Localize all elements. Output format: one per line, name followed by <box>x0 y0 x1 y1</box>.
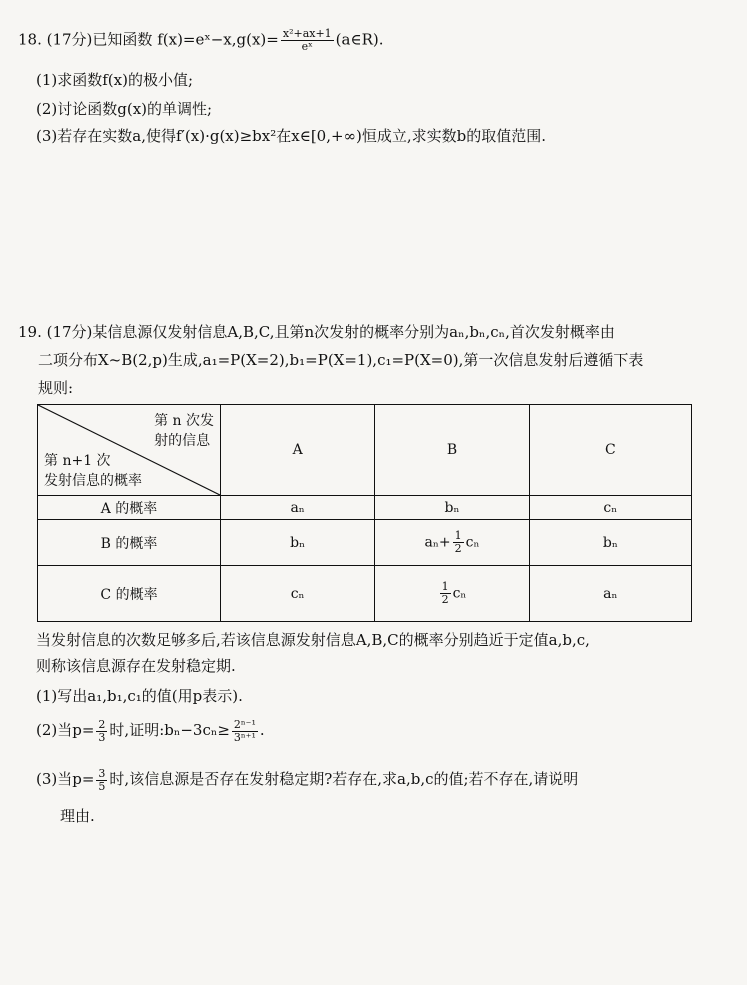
corner-top-line2: 射的信息 <box>154 433 211 449</box>
table-row-c <box>38 566 692 622</box>
q18-g-denominator: eˣ <box>301 40 313 53</box>
row-c-cell-1: cₙ <box>221 566 375 622</box>
row-c-label: C 的概率 <box>38 566 221 622</box>
row-c-half-num: 1 <box>441 580 449 593</box>
row-c-cell-2 <box>375 566 529 622</box>
row-c-cell-2-cn: cₙ <box>452 585 467 602</box>
q18-f-def: f(x)=eˣ−x <box>157 30 232 49</box>
q18-g-condition: (a∈R). <box>335 30 384 49</box>
row-c-half-fraction <box>440 581 451 606</box>
row-b-cell-2 <box>375 520 529 566</box>
corner-bottom-line1: 第 n+1 次 <box>44 453 111 469</box>
row-a-cell-3: cₙ <box>529 496 691 520</box>
row-a-label: A 的概率 <box>38 496 221 520</box>
row-a-cell-2: bₙ <box>375 496 529 520</box>
q19-part2-ineq-den: 3ⁿ⁺¹ <box>233 730 256 744</box>
q19-rule-table <box>37 404 692 622</box>
row-b-label: B 的概率 <box>38 520 221 566</box>
q19-part2-p-num: 2 <box>98 717 106 731</box>
row-c-half-den: 2 <box>441 593 449 606</box>
q19-intro-line3: 规则: <box>38 379 74 397</box>
col-header-b: B <box>375 405 529 496</box>
table-corner-cell <box>38 405 221 496</box>
q18-part2: (2)讨论函数g(x)的单调性; <box>36 100 213 118</box>
q18-header <box>18 28 383 53</box>
q19-part3-line2: 理由. <box>60 807 95 825</box>
q19-part3-prefix: (3)当p= <box>36 770 95 788</box>
row-a-cell-1: aₙ <box>221 496 375 520</box>
corner-bottom-line2: 发射信息的概率 <box>44 473 142 489</box>
q18-title: 18. (17分)已知函数 <box>18 30 153 49</box>
q18-part1: (1)求函数f(x)的极小值; <box>36 71 194 89</box>
table-header-row <box>38 405 692 496</box>
q19-part2-ineq-num: 2ⁿ⁻¹ <box>233 717 256 731</box>
row-b-cell-1: bₙ <box>221 520 375 566</box>
table-row-a <box>38 496 692 520</box>
q19-part2 <box>36 715 265 745</box>
row-b-half-fraction <box>453 530 464 555</box>
q19-part2-p-fraction <box>96 719 107 744</box>
q18-g-label: ,g(x)= <box>231 30 279 49</box>
q19-part2-mid: 时,证明:bₙ−3cₙ≥ <box>109 721 230 739</box>
q19-part3-p-den: 5 <box>98 779 106 793</box>
corner-bottom-label <box>44 451 142 491</box>
q19-after-line1: 当发射信息的次数足够多后,若该信息源发射信息A,B,C的概率分别趋近于定值a,b,c, <box>36 631 590 649</box>
row-b-half-num: 1 <box>454 529 462 542</box>
col-header-c: C <box>529 405 691 496</box>
q18-g-numerator: x²+ax+1 <box>282 27 332 40</box>
q19-part2-p-den: 3 <box>98 730 106 744</box>
row-b-cell-3: bₙ <box>529 520 691 566</box>
row-b-half-den: 2 <box>454 542 462 555</box>
q19-part2-prefix: (2)当p= <box>36 721 95 739</box>
q19-intro-line2: 二项分布X~B(2,p)生成,a₁=P(X=2),b₁=P(X=1),c₁=P(X=0),第一次信息发射后遵循下表 <box>38 351 644 369</box>
q18-g-fraction <box>281 28 334 53</box>
q19-part3 <box>36 764 578 794</box>
q19-part1: (1)写出a₁,b₁,c₁的值(用p表示). <box>36 687 243 705</box>
q19-part3-p-num: 3 <box>98 766 106 780</box>
q18-part3: (3)若存在实数a,使得f′(x)·g(x)≥bx²在x∈[0,+∞)恒成立,求实数b的取值范围. <box>36 127 547 145</box>
q19-after-line2: 则称该信息源存在发射稳定期. <box>36 657 236 675</box>
col-header-a: A <box>221 405 375 496</box>
q19-part3-p-fraction <box>96 768 107 793</box>
q19-intro-line1: 19. (17分)某信息源仅发射信息A,B,C,且第n次发射的概率分别为aₙ,bₙ,cₙ,首次发射概率由 <box>18 323 615 341</box>
corner-top-line1: 第 n 次发 <box>154 413 214 429</box>
corner-top-label <box>154 411 214 451</box>
q19-part3-text: 时,该信息源是否存在发射稳定期?若存在,求a,b,c的值;若不存在,请说明 <box>109 770 579 788</box>
q19-part2-ineq-fraction <box>232 719 258 744</box>
row-c-cell-3: aₙ <box>529 566 691 622</box>
q19-part2-end: . <box>259 721 265 739</box>
row-b-cell-2-prefix: aₙ+ <box>424 534 451 551</box>
row-b-cell-2-cn: cₙ <box>465 534 480 551</box>
table-row-b <box>38 520 692 566</box>
